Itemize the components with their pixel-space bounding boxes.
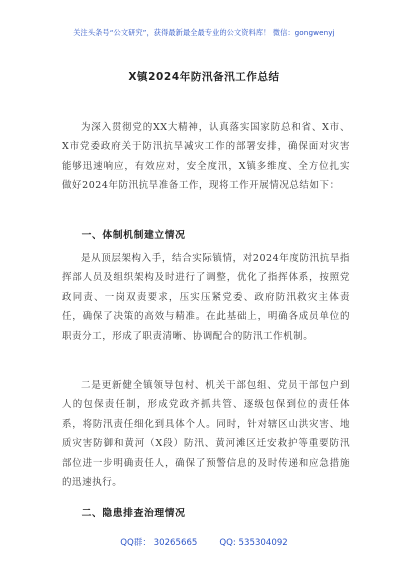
paragraph-2: 二是更新健全镇领导包村、机关干部包组、党员干部包户到人的包保责任制，形成党政齐抓共管、逐级包保到位的责任体系，将防汛责任细化到具体个人。同时，针对辖区山洪灾害、地质灾害防御和黄河（X段）防汛、黄河滩区迁安救护等重要防汛部位进一步明确责任人，确保了预警信息的及时传递和应急措施的迅速执行。 — [62, 380, 350, 489]
section-heading-2: 二、隐患排查治理情况 — [81, 508, 186, 519]
paragraph-1: 是从顶层架构入手，结合实际镇情，对2024年度防汛抗旱指挥部人员及组织架构及时进行了调整，优化了指挥体系，按照党政同责、一岗双责要求，压实压紧党委、政府防汛救灾主体责任，确保了决策的高效与精准。在此基础上，明确各成员单位的职责分工，形成了职责清晰、协调配合的防汛工作机制。 — [62, 253, 350, 342]
footer-contact — [0, 536, 408, 548]
footer-qq-group: QQ群： 30265665 — [120, 538, 198, 548]
section-heading-1: 一、体制机制建立情况 — [81, 230, 186, 241]
footer-qq-number: QQ: 535304092 — [219, 538, 288, 548]
document-title: X镇2024年防汛备汛工作总结 — [128, 71, 280, 83]
intro-paragraph: 为深入贯彻党的XX大精神，认真落实国家防总和省、X市、X市党委政府关于防汛抗旱减灾工作的部署安排，确保面对灾害能够迅速响应，有效应对，安全度汛，X镇多维度、全方位扎实做好2024年防汛抗旱准备工作，现将工作开展情况总结如下： — [62, 122, 350, 192]
header-promo-note: 关注头条号“公文研究”，获得最新最全最专业的公文资料库！ 微信：gongwenyj — [73, 28, 335, 37]
